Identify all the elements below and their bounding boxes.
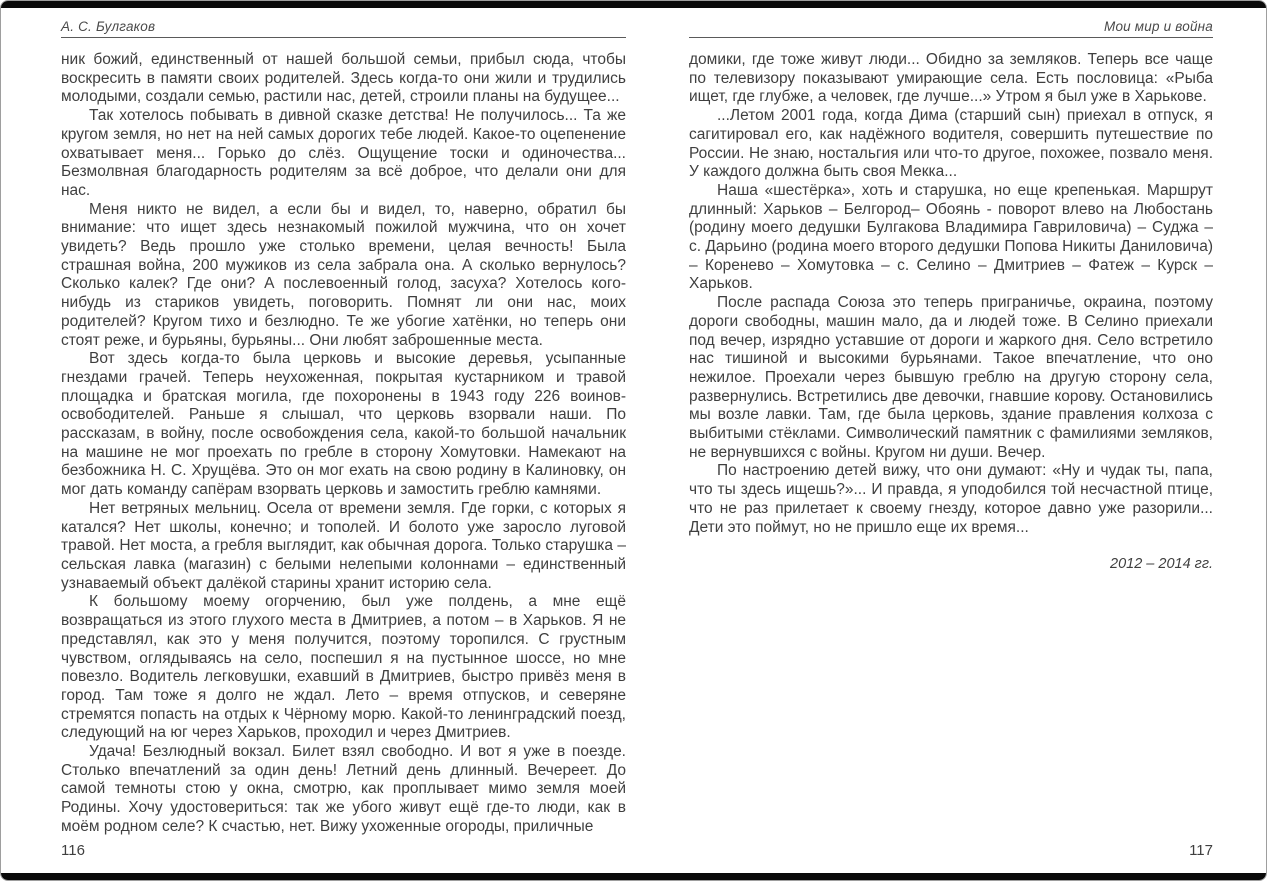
running-head-title: Мои мир и война <box>1104 19 1213 34</box>
page-right <box>689 8 1213 873</box>
paragraph: К большому моему огорчению, был уже полдень, а мне ещё возвращаться из этого глухого места в Дмитриев, а потом – в Харьков. Я не представлял, как это у меня получится, поэтому торопился. С грустным чувством, оглядываясь на село, поспешил я на пустынное шоссе, но мне повезло. Водитель легковушки, ехавший в Дмитриев, быстро привёз меня в город. Там тоже я долго не ждал. Лето – время отпусков, и северяне стремятся попасть на отдых к Чёрному морю. Какой-то ленинградский поезд, следующий на юг через Харьков, проходил и через Дмитриев. <box>61 593 626 742</box>
text-column-right <box>689 51 1213 537</box>
top-edge-bar <box>1 1 1266 8</box>
paragraph: По настроению детей вижу, что они думают: «Ну и чудак ты, папа, что ты здесь ищешь?»... И правда, я уподобился той несчастной птице, что не раз прилетает к своему гнезду, которое давно уже разорили... Дети это поймут, но не пришло еще их время... <box>689 462 1213 536</box>
paragraph: ник божий, единственный от нашей большой семьи, прибыл сюда, чтобы воскресить в памяти своих родителей. Здесь когда-то они жили и трудились молодыми, создали семью, растили нас, детей, строили планы на будущее... <box>61 51 626 106</box>
text-column-left <box>61 51 626 837</box>
paragraph: После распада Союза это теперь приграничье, окраина, поэтому дороги свободны, машин мало, да и людей тоже. В Селино приехали под вечер, изрядно уставшие от дороги и жаркого дня. Село встретило нас тишиной и высокими бурьянами. Такое впечатление, что оно нежилое. Проехали через бывшую греблю на другую сторону села, развернулись. Встретились две девочки, гнавшие корову. Остановились мы возле лавки. Там, где была церковь, здание правления колхоза с выбитыми стёклами. Символический памятник с фамилиями земляков, не вернувшихся с войны. Кругом ни души. Вечер. <box>689 294 1213 461</box>
paragraph: Меня никто не видел, а если бы и видел, то, наверно, обратил бы внимание: что ищет здесь незнакомый пожилой мужчина, что он хочет увидеть? Ведь прошло уже столько времени, целая вечность! Была страшная война, 200 мужиков из села забрала она. А сколько вернулось? Сколько калек? Где они? А послевоенный голод, засуха? Хотелось кого-нибудь из стариков увидеть, поговорить. Помнят ли они нас, моих родителей? Кругом тихо и безлюдно. Те же убогие хатёнки, но теперь они стоят реже, и бурьяны, бурьяны... Они любят заброшенные места. <box>61 200 626 349</box>
paragraph: Удача! Безлюдный вокзал. Билет взял свободно. И вот я уже в поезде. Столько впечатлений за один день! Летний день длинный. Вечереет. До самой темноты стою у окна, смотрю, как проплывает мимо земля моей Родины. Хочу удостовериться: так же убого живут ещё где-то люди, как в моём родном селе? К счастью, нет. Вижу ухоженные огороды, приличные <box>61 743 626 835</box>
page-left <box>61 8 626 873</box>
page-number-right: 117 <box>1189 842 1213 859</box>
paragraph: Нет ветряных мельниц. Осела от времени земля. Где горки, с которых я катался? Нет школы, конечно; и тополей. И болото уже заросло луговой травой. Нет моста, а гребля выглядит, как обычная дорога. Только старушка – сельская лавка (магазин) с белыми нелепыми колоннами – единственный узнаваемый объект далёкой старины хранит историю села. <box>61 499 626 592</box>
running-head-rule-left <box>61 37 626 38</box>
paragraph: Наша «шестёрка», хоть и старушка, но еще крепенькая. Маршрут длинный: Харьков – Белгород– Обоянь - поворот влево на Любостань (родину моего дедушки Булгакова Владимира Гавриловича) – Суджа – с. Дарьино (родина моего второго дедушки Попова Никиты Даниловича) – Коренево – Хомутовка – с. Селино – Дмитриев – Фатеж – Курск – Харьков. <box>689 181 1213 293</box>
running-head-rule-right <box>689 37 1213 38</box>
paragraph: Вот здесь когда-то была церковь и высокие деревья, усыпанные гнездами грачей. Теперь неухоженная, покрытая кустарником и травой площадка и братская могила, где похоронены в 1943 году 226 воинов-освободителей. Раньше я слышал, что церковь взорвали наши. По рассказам, в войну, после освобождения села, какой-то большой начальник на машине не мог проехать по гребле в сторону Хомутовки. Намекают на безбожника Н. С. Хрущёва. Это он мог ехать на свою родину в Калиновку, он мог дать команду сапёрам взорвать церковь и замостить греблю камнями. <box>61 350 626 499</box>
page-number-left: 116 <box>61 842 85 859</box>
running-head-author: А. С. Булгаков <box>61 19 156 34</box>
date-line: 2012 – 2014 гг. <box>1110 556 1213 573</box>
paragraph: домики, где тоже живут люди... Обидно за земляков. Теперь все чаще по телевизору показывают умирающие села. Есть пословица: «Рыба ищет, где глубже, а человек, где лучше...» Утром я был уже в Харькове. <box>689 51 1213 106</box>
bottom-edge-bar <box>1 873 1266 880</box>
page-spread <box>1 8 1266 873</box>
paragraph: ...Летом 2001 года, когда Дима (старший сын) приехал в отпуск, я сагитировал его, как надёжного водителя, совершить путешествие по России. Не знаю, ностальгия или что-то другое, похожее, позвало меня. У каждого должна быть своя Мекка... <box>689 107 1213 181</box>
paragraph: Так хотелось побывать в дивной сказке детства! Не получилось... Та же кругом земля, но нет на ней самых дорогих тебе людей. Какое-то оцепенение охватывает меня... Горько до слёз. Ощущение тоски и одиночества... Безмолвная благодарность родителям за всё доброе, что делали они для нас. <box>61 107 626 199</box>
